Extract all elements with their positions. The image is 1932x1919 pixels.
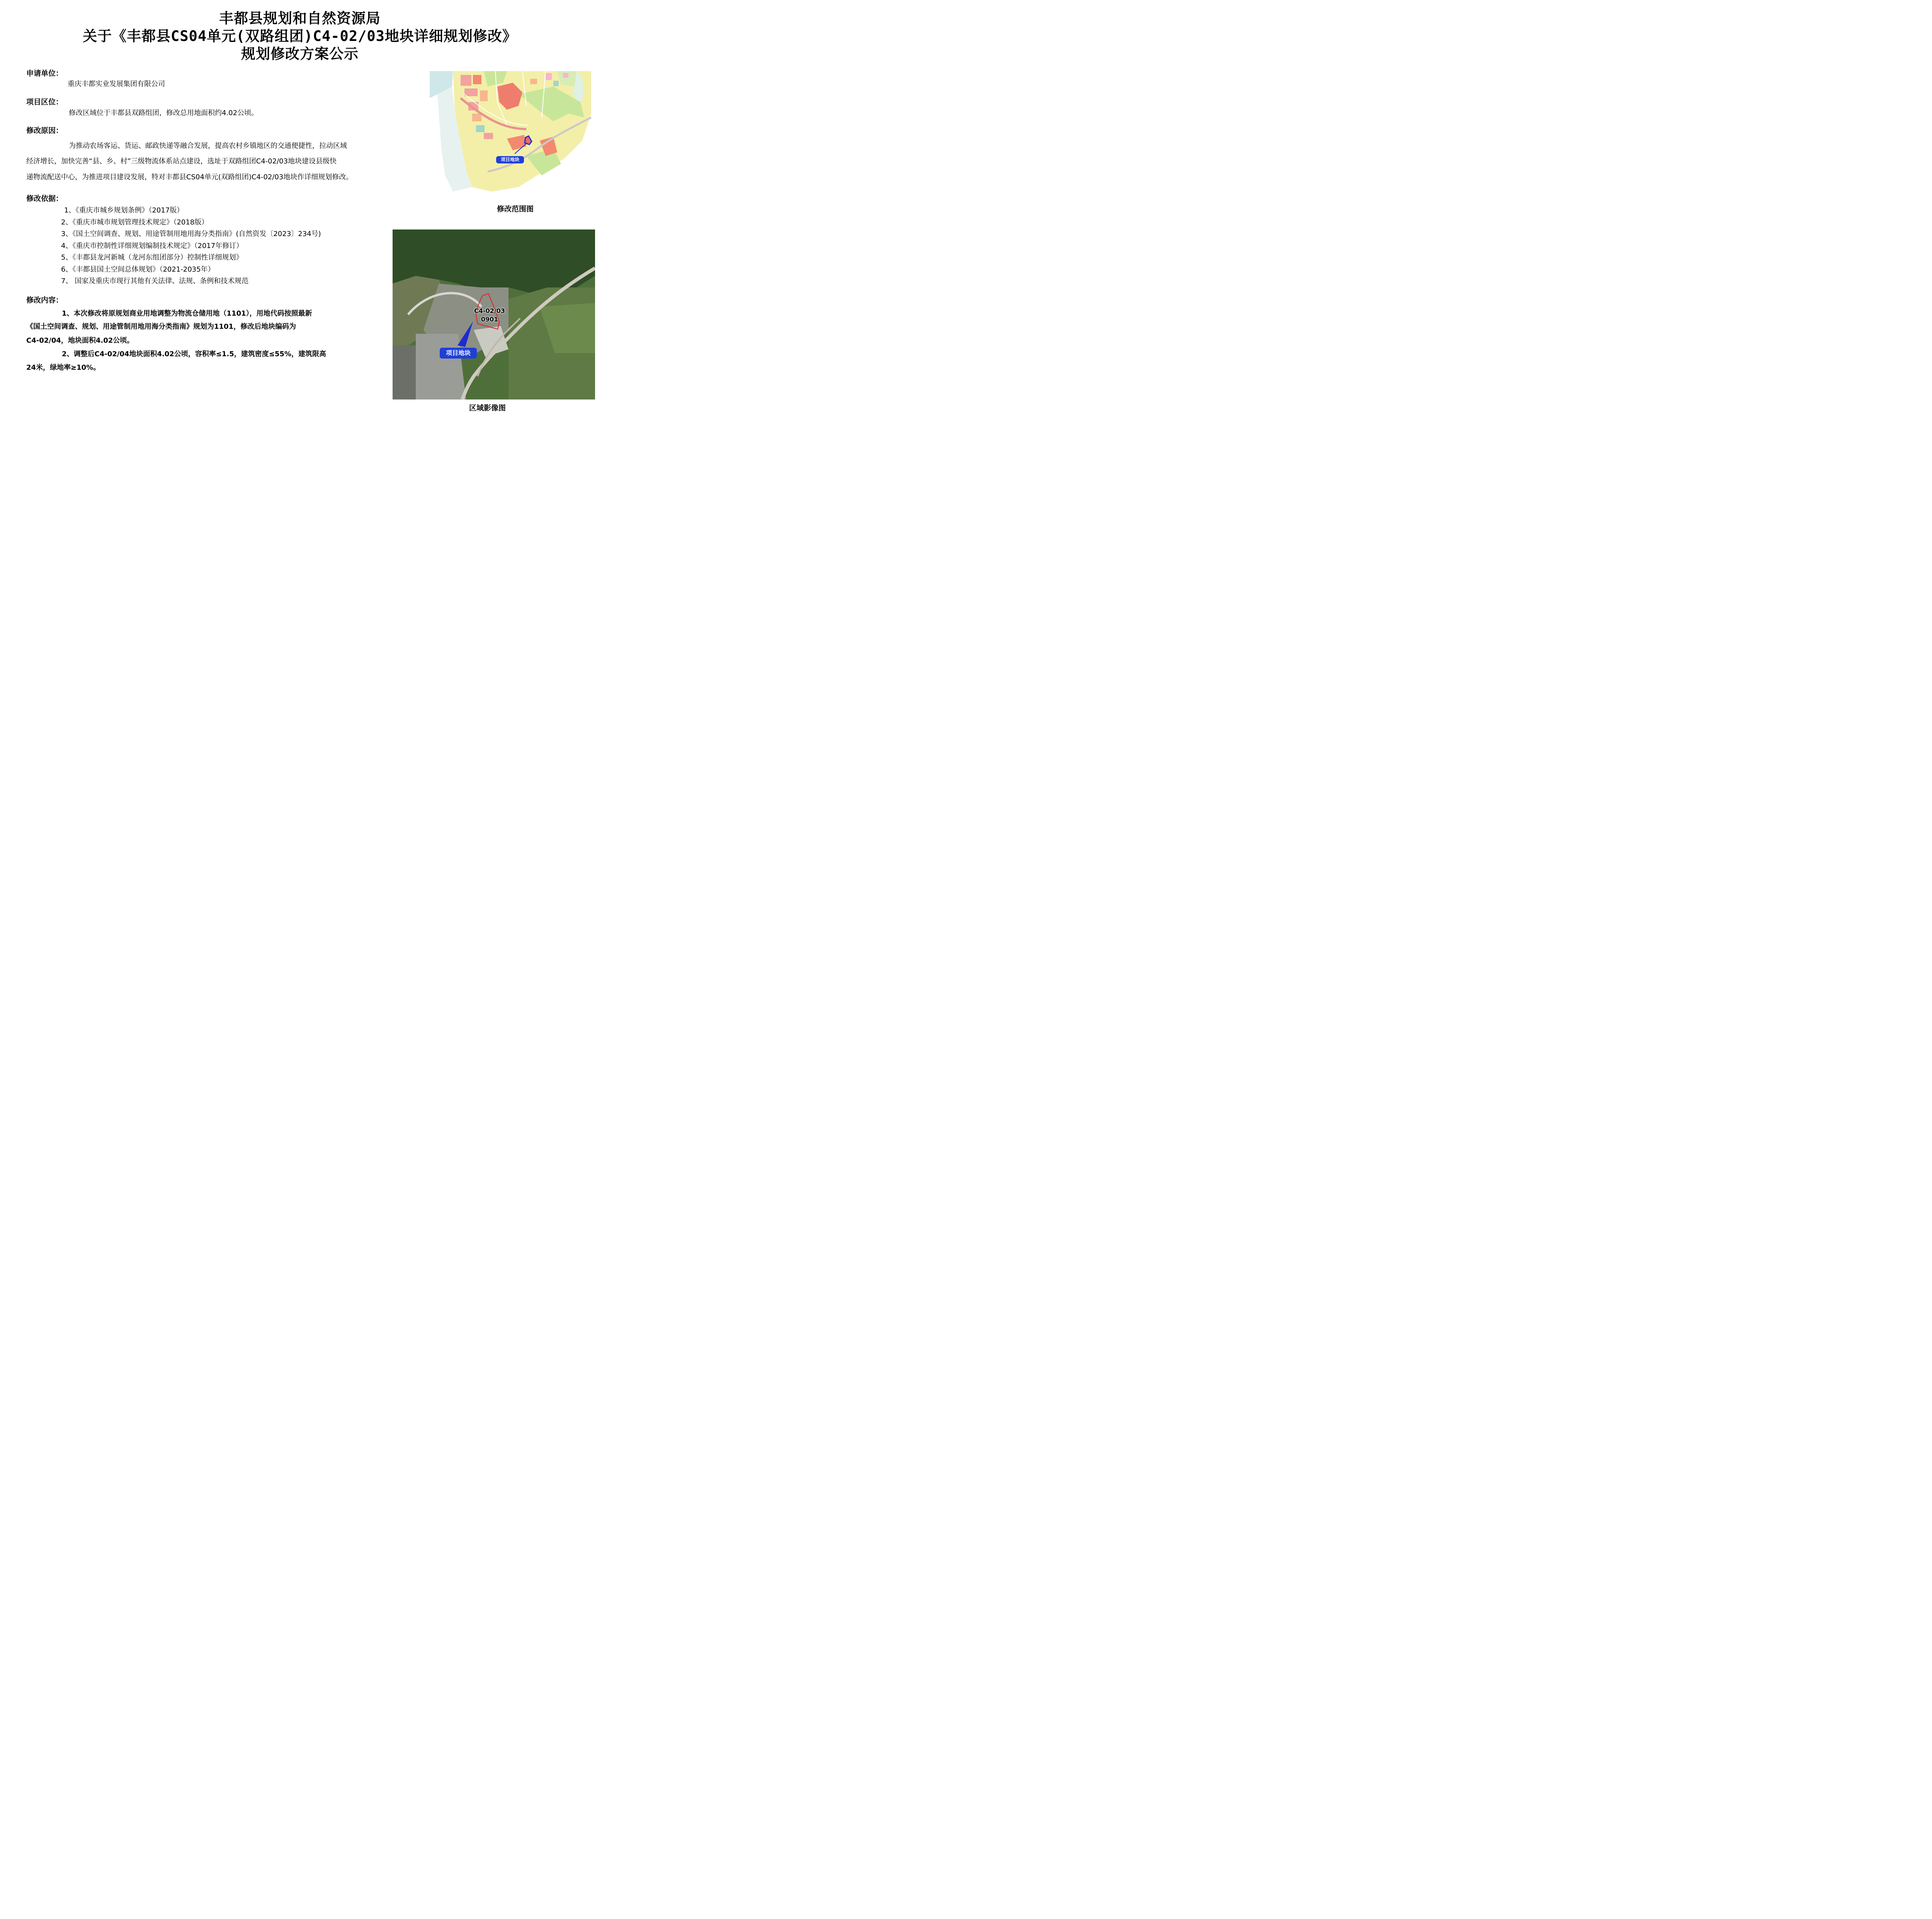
basis-item-2: 2、《重庆市城市规划管理技术规定》（2018版） xyxy=(61,218,209,226)
content-line-3: C4-02/04，地块面积4.02公顷。 xyxy=(26,337,134,345)
basis-item-6: 6、《丰都县国土空间总体规划》（2021-2035年） xyxy=(61,265,215,274)
scope-map-caption: 修改范围图 xyxy=(497,205,534,213)
parcel-code: C4-02/03 xyxy=(474,307,505,314)
basis-item-5: 5、《丰都县龙河新城（龙河东组团部分）控制性详细规划》 xyxy=(61,253,243,262)
reason-line-2: 经济增长，加快完善“县、乡、村”三级物流体系站点建设，选址于双路组团C4-02/03地块建设县级快 xyxy=(26,157,337,165)
reason-line-1: 为推动农场客运、货运、邮政快递等融合发展，提高农村乡镇地区的交通便捷性，拉动区域 xyxy=(69,142,347,150)
basis-list xyxy=(61,205,321,287)
location-heading: 项目区位： xyxy=(26,98,63,106)
scope-map-graphic xyxy=(430,71,591,192)
content-line-5: 24米，绿地率≥10%。 xyxy=(26,364,100,372)
reason-heading: 修改原因： xyxy=(26,126,63,135)
scope-map xyxy=(430,71,591,192)
content-heading: 修改内容： xyxy=(26,296,63,304)
aerial-map xyxy=(393,229,595,399)
basis-item-1: 1、《重庆市城乡规划条例》（2017版） xyxy=(64,206,184,214)
applicant-heading: 申请单位： xyxy=(26,69,63,78)
reason-line-3: 递物流配送中心，为推进项目建设发展，特对丰都县CS04单元(双路组团)C4-02/03地块作详细规划修改。 xyxy=(26,173,353,181)
scope-map-project-tag: 项目地块 xyxy=(496,156,524,163)
title-line-2: 关于《丰都县CS04单元(双路组团)C4-02/03地块详细规划修改》 xyxy=(83,28,517,44)
content-line-2: 《国土空间调查、规划、用途管制用地用海分类指南》规划为1101，修改后地块编码为 xyxy=(26,323,296,331)
content-line-1: 1、本次修改将原规划商业用地调整为物流仓储用地（1101），用地代码按照最新 xyxy=(62,309,312,318)
content-line-4: 2、调整后C4-02/04地块面积4.02公顷，容积率≤1.5，建筑密度≤55%，建筑限高 xyxy=(62,350,326,358)
applicant-text: 重庆丰都实业发展集团有限公司 xyxy=(68,80,165,88)
title-line-1: 丰都县规划和自然资源局 xyxy=(219,10,381,27)
location-text: 修改区域位于丰都县双路组团，修改总用地面积约4.02公顷。 xyxy=(69,109,259,117)
title-line-3: 规划修改方案公示 xyxy=(241,46,359,62)
basis-heading: 修改依据： xyxy=(26,194,63,203)
aerial-map-caption: 区域影像图 xyxy=(469,404,506,412)
basis-item-7: 7、 国家及重庆市现行其他有关法律、法规、条例和技术规范 xyxy=(61,277,249,285)
parcel-use-code: 0901 xyxy=(481,316,498,323)
aerial-map-project-tag: 项目地块 xyxy=(440,348,477,359)
aerial-map-parcel-label xyxy=(468,307,511,324)
basis-item-3: 3、《国土空间调查、规划、用途管制用地用海分类指南》(自然资发〔2023〕234号) xyxy=(61,230,321,238)
basis-item-4: 4、《重庆市控制性详细规划编制技术规定》（2017年修订） xyxy=(61,241,243,250)
